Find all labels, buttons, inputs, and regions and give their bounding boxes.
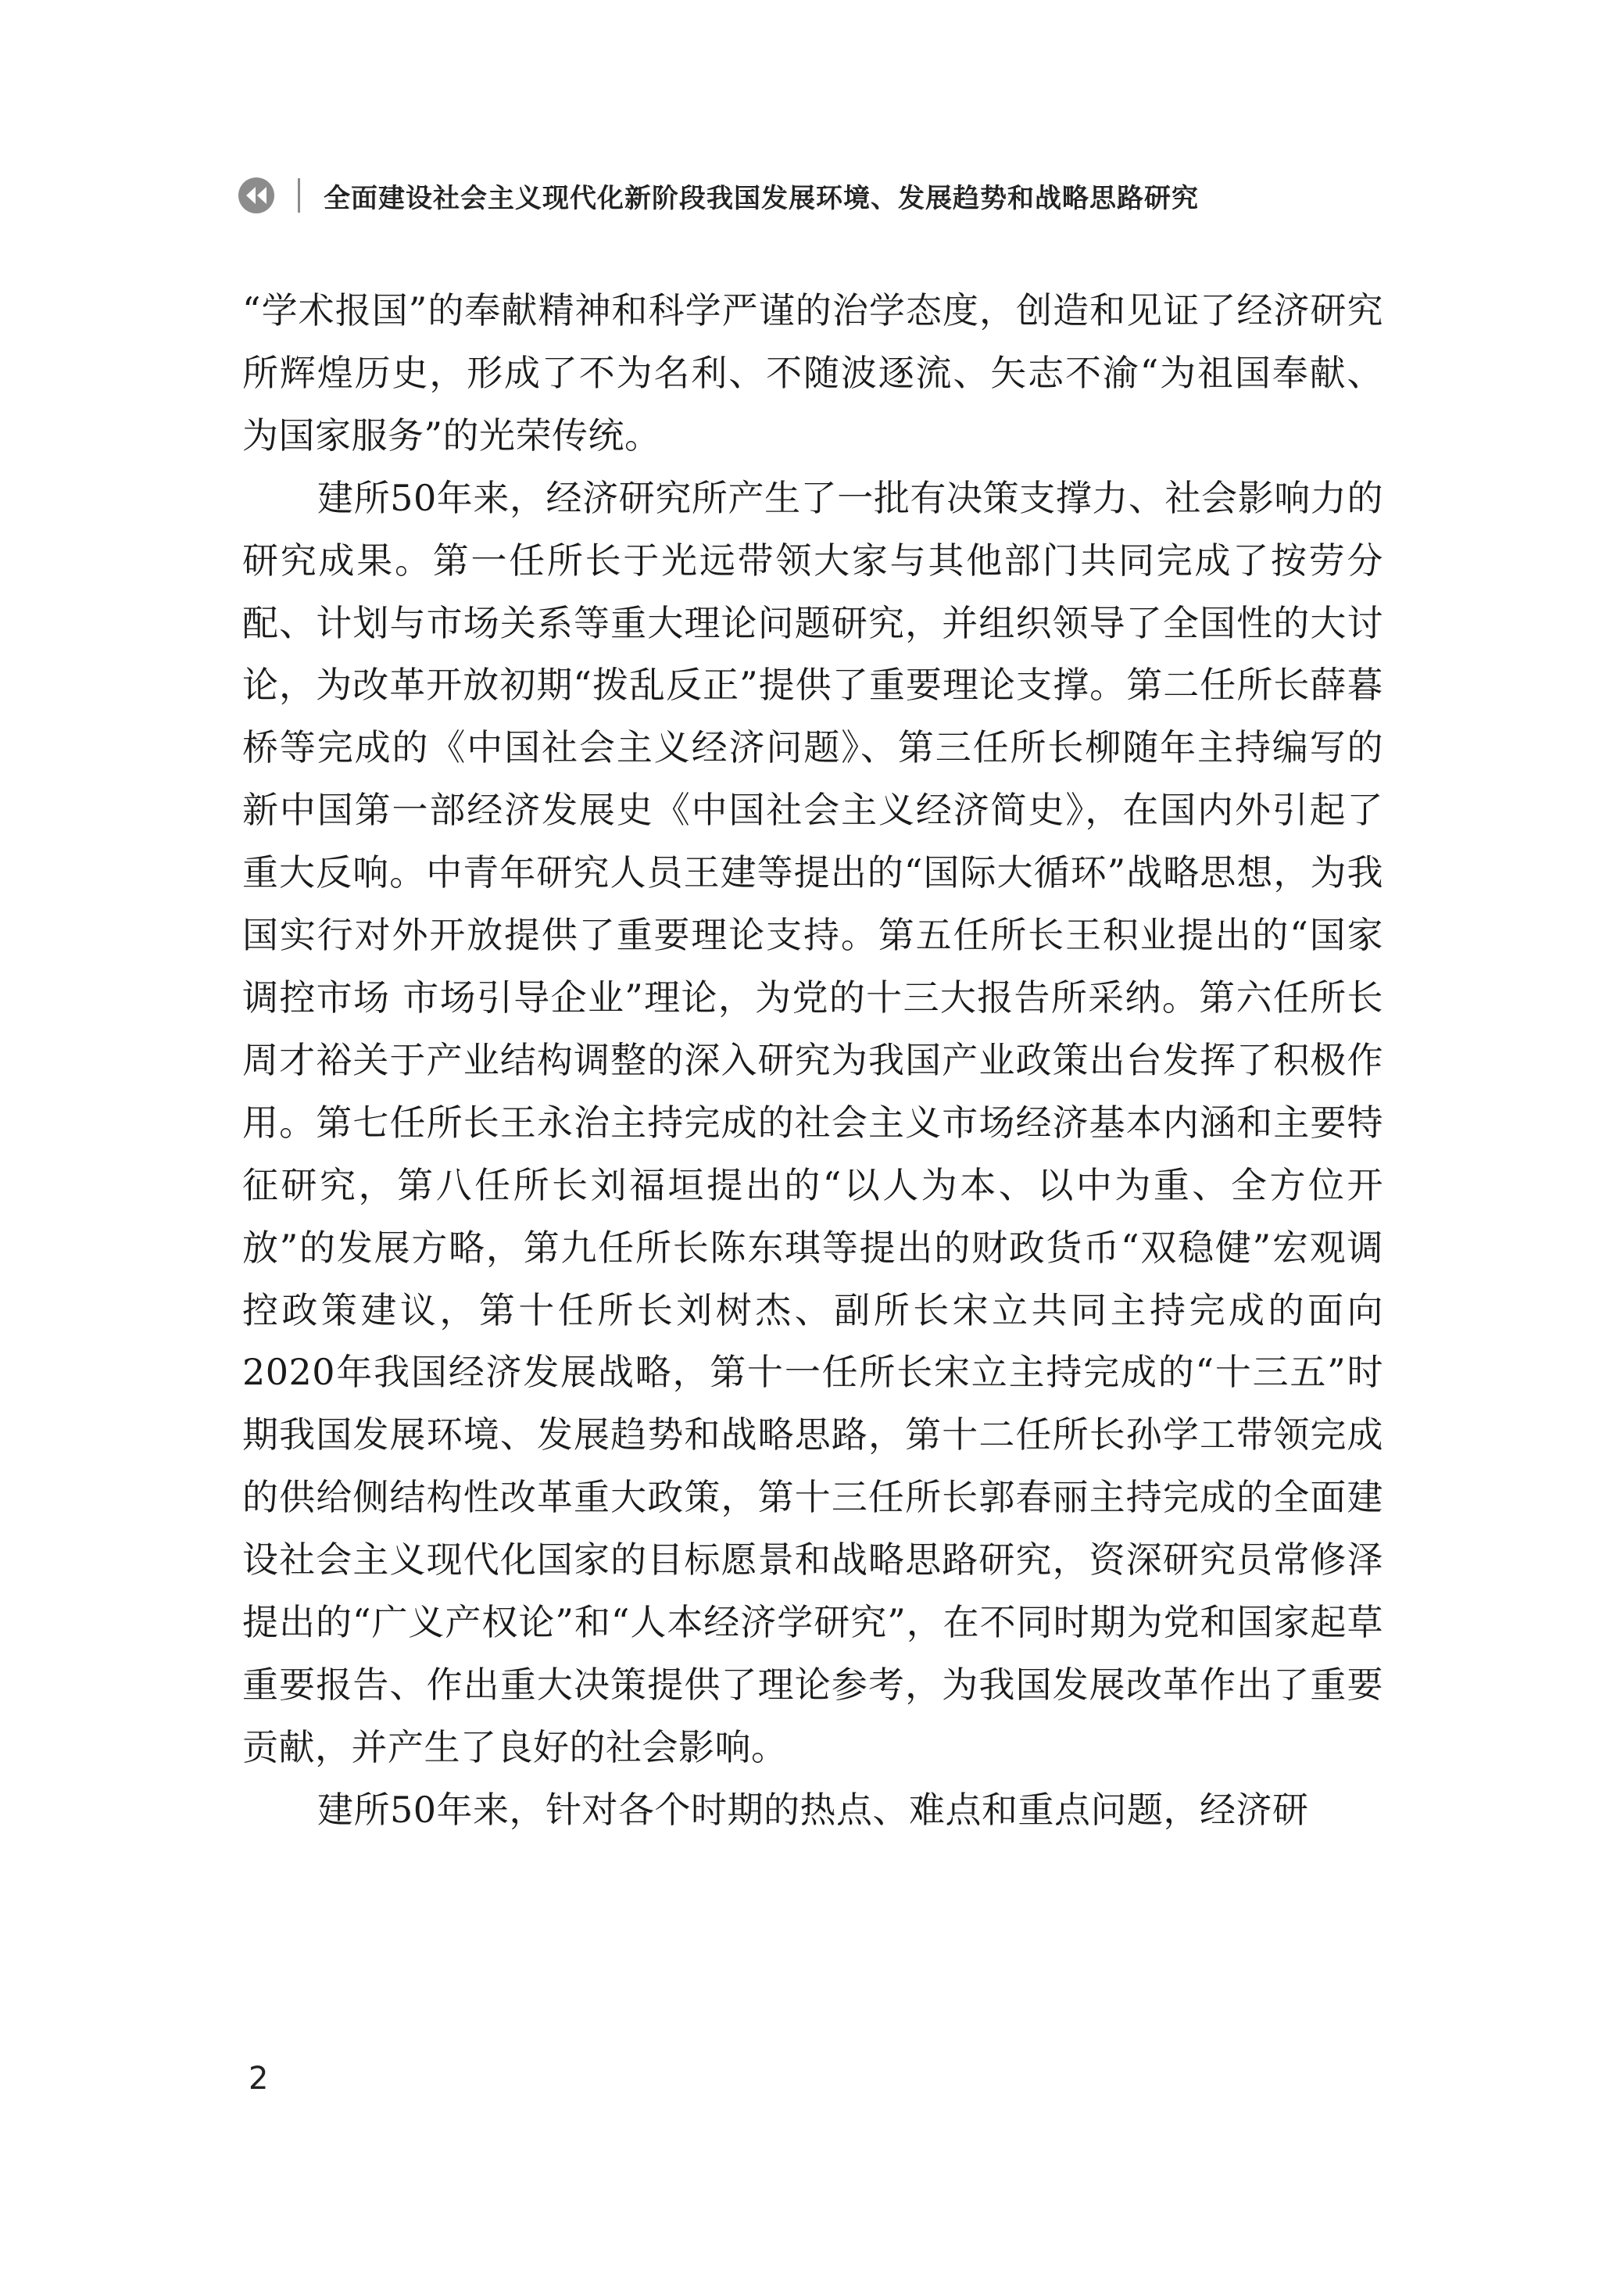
running-header xyxy=(238,174,1199,217)
paragraph: 建所50年来，经济研究所产生了一批有决策支撑力、社会影响力的研究成果。第一任所长于光远带领大家与其他部门共同完成了按劳分配、计划与市场关系等重大理论问题研究，并组织领导了全国性的大讨论，为改革开放初期“拨乱反正”提供了重要理论支撑。第二任所长薛暮桥等完成的《中国社会主义经济问题》、第三任所长柳随年主持编写的新中国第一部经济发展史《中国社会主义经济简史》，在国内外引起了重大反响。中青年研究人员王建等提出的“国际大循环”战略思想，为我国实行对外开放提供了重要理论支持。第五任所长王积业提出的“国家调控市场 市场引导企业”理论，为党的十三大报告所采纳。第六任所长周才裕关于产业结构调整的深入研究为我国产业政策出台发挥了积极作用。第七任所长王永治主持完成的社会主义市场经济基本内涵和主要特征研究，第八任所长刘福垣提出的“以人为本、以中为重、全方位开放”的发展方略，第九任所长陈东琪等提出的财政货币“双稳健”宏观调控政策建议，第十任所长刘树杰、副所长宋立共同主持完成的面向2020年我国经济发展战略，第十一任所长宋立主持完成的“十三五”时期我国发展环境、发展趋势和战略思路，第十二任所长孙学工带领完成的供给侧结构性改革重大政策，第十三任所长郭春丽主持完成的全面建设社会主义现代化国家的目标愿景和战略思路研究，资深研究员常修泽提出的“广义产权论”和“人本经济学研究”，在不同时期为党和国家起草重要报告、作出重大决策提供了理论参考，为我国发展改革作出了重要贡献，并产生了良好的社会影响。 xyxy=(242,476,1383,1768)
page-number: 2 xyxy=(249,2061,269,2097)
header-title: 全面建设社会主义现代化新阶段我国发展环境、发展趋势和战略思路研究 xyxy=(324,182,1199,214)
paragraph: 建所50年来，针对各个时期的热点、难点和重点问题，经济研 xyxy=(317,1788,1309,1831)
paragraph-continued: “学术报国”的奉献精神和科学严谨的治学态度，创造和见证了经济研究所辉煌历史，形成了不为名利、不随波逐流、矢志不渝“为祖国奉献、为国家服务”的光荣传统。 xyxy=(242,289,1383,457)
body-text xyxy=(242,280,1383,1842)
header-divider xyxy=(298,178,300,213)
rewind-icon xyxy=(238,177,274,213)
